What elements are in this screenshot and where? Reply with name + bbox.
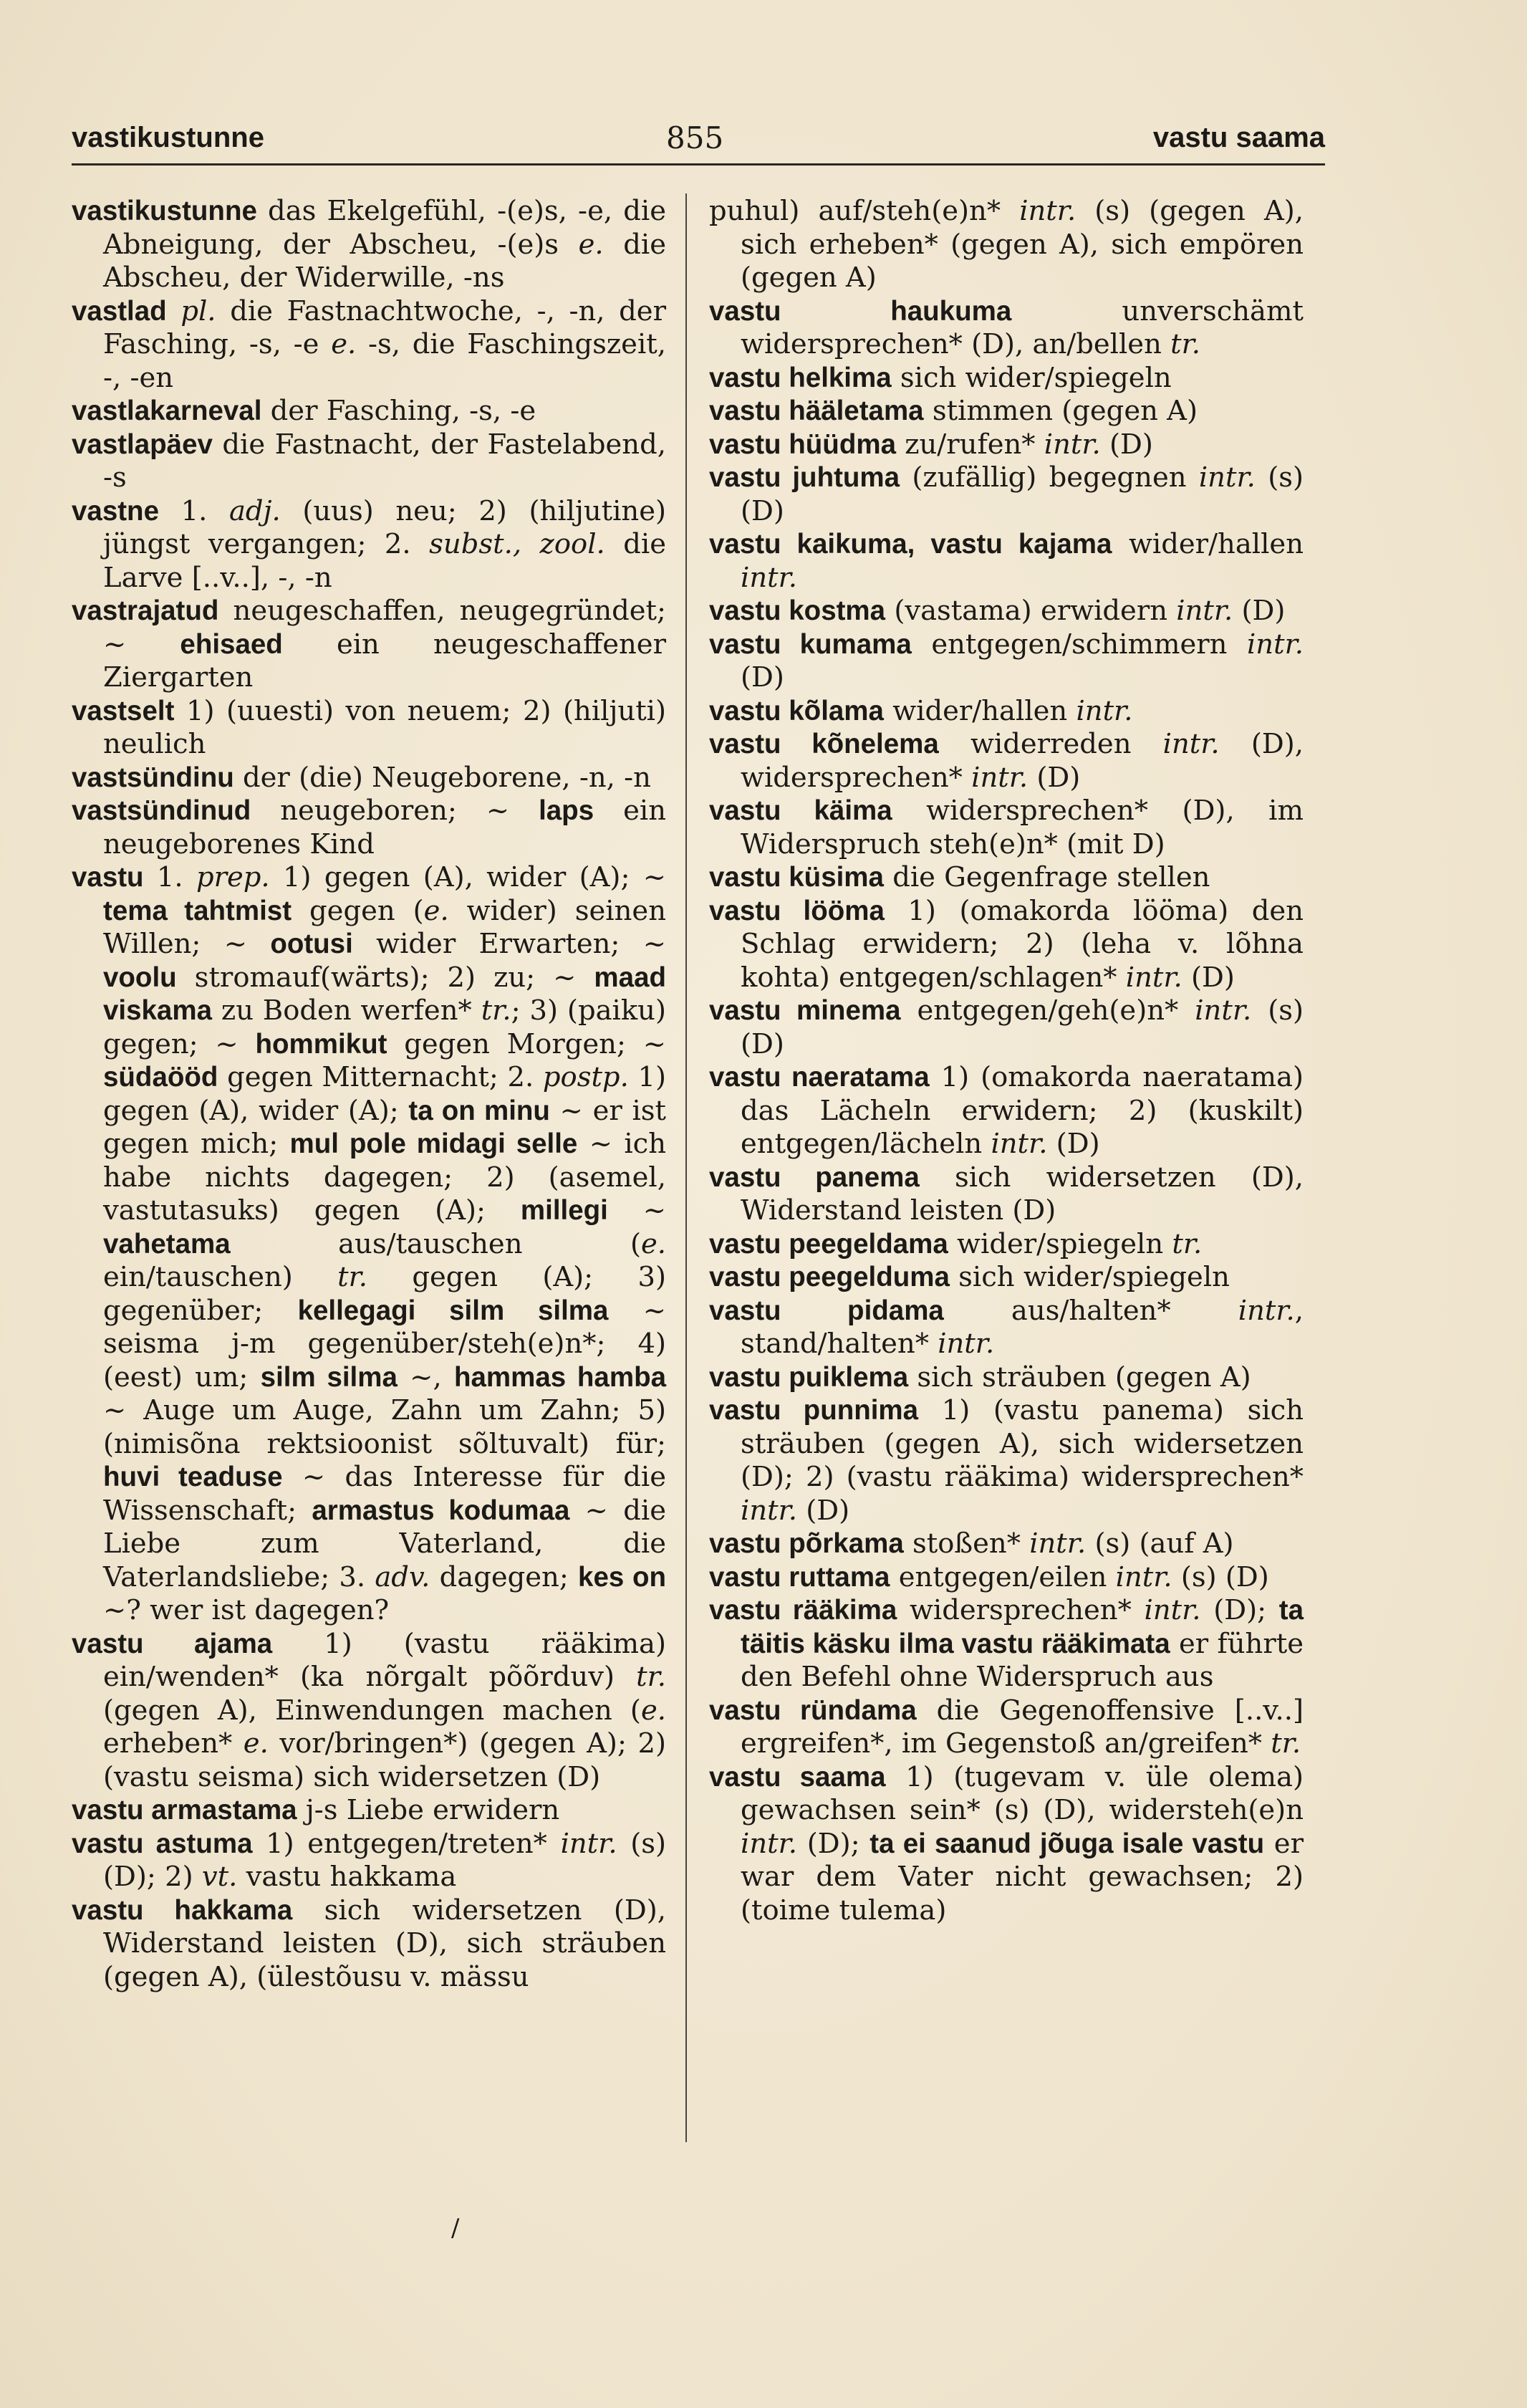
entry-text: stoßen* (903, 1527, 1030, 1560)
grammar-label: intr. (1195, 994, 1252, 1027)
dictionary-entry (709, 1061, 1304, 1161)
headword: vahetama (103, 1228, 231, 1260)
dictionary-entry (72, 1894, 666, 1995)
dictionary-entry (72, 395, 666, 428)
entry-text: (D) (1047, 1128, 1100, 1160)
entry-text: ~ er ist gegen mich; (103, 1094, 666, 1160)
entry-text: ~ seisma j-m gegenüber/steh(e)n*; 4) (eest) um; (103, 1294, 667, 1394)
dictionary-entry (709, 1228, 1304, 1262)
entry-text: aus/halten* (943, 1294, 1238, 1327)
headword: vastu peegeldama (709, 1228, 948, 1260)
headword: vastsündinud (72, 795, 251, 826)
entry-text: (D) (1182, 961, 1235, 994)
headword: hammas hamba (453, 1361, 666, 1393)
entry-text: puhul) auf/steh(e)n* (709, 195, 1020, 227)
entry-text: die Gegenoffensive [..v..] ergreifen*, im Gegenstoß an/greifen* (741, 1694, 1304, 1760)
dictionary-entry (709, 795, 1304, 861)
entry-text: er war dem Vater nicht gewachsen; 2) (toime tulema) (741, 1827, 1304, 1927)
dictionary-entry (72, 495, 666, 595)
grammar-label: intr. (1019, 195, 1076, 227)
entry-text: aus/tauschen ( (230, 1227, 641, 1260)
dictionary-entry (709, 1394, 1304, 1527)
grammar-label: e. (640, 1694, 666, 1727)
footer-mark: / (451, 2214, 460, 2242)
headword: vastu naeratama (709, 1062, 930, 1093)
headword: vastu helkima (709, 362, 892, 393)
grammar-label: adv. (375, 1560, 430, 1593)
entry-text: 1) (vastu panema) sich sträuben (gegen A), sich widersetzen (D); 2) (vastu rääkima) widersprechen* (741, 1394, 1304, 1493)
entry-text: -s, die Faschingszeit, -, -en (103, 328, 666, 394)
entry-text: , stand/halten* (741, 1294, 1304, 1360)
headword: vastlad (72, 295, 167, 327)
dictionary-entry (709, 895, 1304, 995)
dictionary-entry (709, 1761, 1304, 1928)
entry-text: wider) seinen Willen; ~ (103, 894, 666, 960)
headword: vastu ründama (709, 1694, 917, 1726)
grammar-label: e. (640, 1227, 666, 1260)
grammar-label: intr. (1029, 1527, 1087, 1560)
grammar-label: tr. (481, 994, 511, 1027)
entry-text: j-s Liebe erwidern (297, 1794, 560, 1826)
entry-text: 1) (omakorda naeratama) das Lächeln erwidern; 2) (kuskilt) entgegen/lächeln (741, 1061, 1304, 1160)
dictionary-entry (72, 295, 666, 395)
grammar-label: intr. (1076, 694, 1133, 727)
entry-text: erheben* (103, 1727, 244, 1760)
headword: vastu kaikuma, vastu kajama (709, 529, 1112, 560)
headword: millegi (520, 1195, 608, 1226)
headword: vastu (72, 862, 144, 893)
grammar-label: intr. (741, 1827, 797, 1860)
headword: vastu hüüdma (709, 428, 896, 460)
dictionary-entry (709, 628, 1304, 695)
entry-text: 1) (omakorda lööma) den Schlag erwidern; 2) (leha v. lõhna kohta) entgegen/schlagen* (741, 894, 1304, 994)
headword: ehisaed (180, 628, 283, 660)
headword: vastikustunne (72, 196, 257, 226)
entry-text: stromauf(wärts); 2) zu; ~ (176, 961, 594, 994)
headword: vastu punnima (709, 1395, 919, 1426)
entry-text: entgegen/schimmern (911, 628, 1247, 661)
headword: kes on (578, 1561, 666, 1593)
entry-text: ; 3) (paiku) gegen; ~ (103, 994, 667, 1060)
entry-text: die Larve [..v..], -, -n (103, 528, 666, 594)
dictionary-entry (72, 795, 666, 861)
headword: vastu hääletama (709, 395, 924, 426)
headword: vastselt (72, 695, 175, 726)
entry-text: (s) (D); 2) (103, 1827, 666, 1893)
dictionary-entry (709, 595, 1304, 628)
headword: vastu ajama (72, 1628, 273, 1659)
headword: vastlakarneval (72, 395, 262, 426)
headword: laps (539, 795, 594, 826)
headword: vastu rääkima (709, 1595, 897, 1626)
grammar-label: intr. (741, 1494, 797, 1527)
headword: vastu saama (709, 1761, 886, 1793)
entry-text: gegen (A); 3) gegenüber; (103, 1261, 666, 1327)
entry-text: ~ ich habe nichts dagegen; 2) (asemel, vastutasuks) gegen (A); (103, 1128, 666, 1227)
entry-text: widersprechen* (D), im Widerspruch steh(e)n* (mit D) (741, 795, 1304, 860)
headword: armastus kodumaa (312, 1495, 570, 1526)
entry-text: vor/bringen*) (gegen A); 2) (vastu seisma) sich widersetzen (D) (103, 1727, 666, 1793)
entry-text: unverschämt widersprechen* (D), an/bellen (741, 294, 1304, 360)
entry-text: 1) gegen (A), wider (A); ~ (269, 861, 666, 893)
entry-text: ~, (397, 1361, 454, 1394)
headword: vastu põrkama (709, 1528, 904, 1559)
headword: voolu (103, 961, 177, 993)
page-number: 855 (666, 120, 724, 155)
grammar-label: intr. (560, 1827, 617, 1860)
dictionary-entry (72, 861, 666, 1628)
entry-text: das Ekelgefühl, -(e)s, -e, die Abneigung, der Abscheu, -(e)s (103, 195, 666, 261)
grammar-label: e. (578, 228, 604, 261)
entry-text: (s) (auf A) (1086, 1527, 1234, 1560)
grammar-label: e. (243, 1727, 269, 1760)
headword: vastrajatud (72, 595, 219, 626)
entry-text: die Abscheu, der Widerwille, -ns (103, 228, 666, 294)
grammar-label: intr. (1162, 728, 1220, 760)
dictionary-entry (709, 1161, 1304, 1228)
grammar-label: intr. (1044, 428, 1101, 461)
dictionary-entry (72, 1828, 666, 1894)
headword: silm silma (260, 1361, 398, 1393)
entry-text (167, 295, 181, 327)
entry-text: (D); (797, 1827, 870, 1860)
headword: vastu haukuma (709, 295, 1012, 327)
dictionary-entry (709, 1261, 1304, 1295)
grammar-label: intr. (991, 1128, 1048, 1160)
entry-text: gegen Morgen; ~ (387, 1027, 666, 1060)
grammar-label: tr. (1271, 1727, 1301, 1760)
grammar-label: intr. (1198, 461, 1256, 494)
entry-text: 1) entgegen/treten* (252, 1827, 561, 1860)
entry-text: ~ (607, 1194, 667, 1227)
entry-text: wider/hallen (883, 694, 1076, 727)
headword: vastu kostma (709, 595, 886, 626)
entry-text: sich wider/spiegeln (891, 361, 1172, 394)
entry-text: (D) (1100, 428, 1153, 461)
entry-text: dagegen; (430, 1560, 579, 1593)
entry-text: die Fastnacht, der Fastelabend, -s (103, 428, 666, 494)
entry-text: wider/hallen (1112, 528, 1304, 560)
entry-text: ein neugeschaffener Ziergarten (103, 628, 666, 694)
entry-text: neugeschaffen, neugegründet; ~ (103, 595, 666, 661)
grammar-label: intr. (741, 561, 797, 594)
entry-text: (D); (1200, 1594, 1279, 1626)
entry-text: die Gegenfrage stellen (883, 861, 1210, 893)
dictionary-entry (72, 695, 666, 762)
column-divider (685, 193, 687, 2142)
entry-text: (D), widersprechen* (741, 728, 1304, 794)
entry-text: sich widersetzen (D), Widerstand leisten (D) (741, 1161, 1304, 1227)
headword: maad viskama (103, 961, 666, 1026)
entry-text: gegen ( (292, 894, 424, 927)
headword: vastu kõnelema (709, 729, 939, 759)
headword: vastu panema (709, 1161, 920, 1193)
dictionary-entry (709, 362, 1304, 395)
entry-text: wider Erwarten; ~ (352, 928, 666, 960)
dictionary-entry (709, 1594, 1304, 1694)
dictionary-entry (709, 295, 1304, 362)
grammar-label: intr. (1246, 628, 1304, 661)
dictionary-entry (709, 1295, 1304, 1361)
dictionary-entry (709, 1527, 1304, 1561)
grammar-label: adj. (228, 494, 281, 527)
dictionary-entry (709, 861, 1304, 895)
entry-text: (D) (741, 661, 784, 694)
entry-text: (gegen A), Einwendungen machen ( (103, 1694, 641, 1727)
headword: vastu küsima (709, 862, 884, 893)
headword: vastu kumama (709, 628, 912, 660)
entry-text: wider/spiegeln (948, 1227, 1172, 1260)
left-column (72, 195, 666, 1994)
entry-text: sich sträuben (gegen A) (908, 1361, 1251, 1394)
grammar-label: e. (331, 328, 357, 360)
dictionary-entry (709, 1694, 1304, 1761)
grammar-label: intr. (1115, 1560, 1172, 1593)
grammar-label: intr. (1176, 595, 1233, 627)
entry-text: (D) (1028, 761, 1081, 794)
grammar-label: intr. (1144, 1594, 1201, 1626)
grammar-label: pl. (180, 294, 216, 327)
grammar-label: intr. (1125, 961, 1182, 994)
entry-text: ~ das Interesse für die Wissenschaft; (103, 1461, 666, 1527)
grammar-label: intr. (971, 761, 1029, 794)
entry-text: 1) gegen (A), wider (A); (103, 1061, 666, 1127)
grammar-label: vt. (201, 1861, 238, 1893)
entry-text: gegen Mitternacht; 2. (218, 1061, 543, 1093)
grammar-label: intr. (1238, 1294, 1295, 1327)
headword: vastsündinu (72, 762, 234, 793)
header-left-guide-word: vastikustunne (72, 122, 264, 153)
headword: vastu juhtuma (709, 462, 900, 493)
entry-text: entgegen/eilen (890, 1560, 1116, 1593)
headword: tema tahtmist (103, 895, 292, 926)
entry-text: die Fastnachtwoche, -, -n, der Fasching, -s, -e (103, 294, 666, 360)
entry-text: vastu hakkama (237, 1861, 457, 1893)
entry-text: widerreden (938, 728, 1163, 760)
entry-text: neugeboren; ~ (251, 795, 539, 827)
dictionary-entry (709, 1361, 1304, 1395)
dictionary-entry (709, 695, 1304, 729)
dictionary-entry (709, 428, 1304, 462)
dictionary-entry (709, 461, 1304, 528)
dictionary-entry (72, 428, 666, 495)
entry-text: der Fasching, -s, -e (261, 395, 536, 427)
entry-text: 1. (143, 861, 196, 893)
headword: mul pole midagi selle (289, 1128, 578, 1159)
entry-text: 1) (uuesti) von neuem; 2) (hiljuti) neulich (103, 694, 666, 760)
header-rule (72, 163, 1325, 166)
headword: vastu astuma (72, 1828, 253, 1859)
entry-text: er führte den Befehl ohne Widerspruch aus (741, 1627, 1304, 1693)
entry-text: widersprechen* (897, 1594, 1145, 1626)
headword: vastne (72, 495, 159, 527)
entry-text: (D) (1233, 595, 1286, 627)
headword: huvi teaduse (103, 1462, 283, 1492)
headword: vastu pidama (709, 1295, 944, 1326)
dictionary-entry (709, 528, 1304, 595)
entry-text: (D) (797, 1494, 850, 1527)
dictionary-entry (72, 195, 666, 295)
entry-text: (s) (D) (741, 461, 1304, 527)
entry-text: 1) (tugevam v. üle olema) gewachsen sein* (s) (D), widersteh(e)n (741, 1760, 1304, 1826)
headword: vastu käima (709, 795, 892, 826)
headword: ta on minu (408, 1095, 550, 1126)
entry-text: der (die) Neugeborene, -n, -n (233, 761, 651, 794)
grammar-label: intr. (938, 1328, 995, 1360)
entry-text: sich widersetzen (D), Widerstand leisten (D), sich sträuben (gegen A), (ülestõusu v. mässu (103, 1894, 666, 1993)
dictionary-entry (72, 1628, 666, 1795)
entry-text: zu Boden werfen* (212, 994, 481, 1027)
headword: ta ei saanud jõuga isale vastu (870, 1828, 1265, 1859)
entry-text: (s) (gegen A), sich erheben* (gegen A), sich empören (gegen A) (741, 195, 1304, 294)
grammar-label: tr. (1170, 328, 1200, 360)
headword: vastu armastama (72, 1795, 297, 1826)
dictionary-entry (72, 595, 666, 695)
entry-text: (s) (D) (1172, 1560, 1269, 1593)
grammar-label: tr. (337, 1261, 368, 1293)
entry-text: ein neugeborenes Kind (103, 795, 666, 860)
grammar-label: tr. (1172, 1227, 1203, 1260)
headword: südaööd (103, 1062, 218, 1093)
headword: ta täitis käsku ilma vastu rääkimata (741, 1595, 1304, 1659)
entry-text: (vastama) erwidern (885, 595, 1177, 627)
header-right-guide-word: vastu saama (1152, 122, 1325, 153)
entry-text: ~ Auge um Auge, Zahn um Zahn; 5) (nimisõna rektsioonist sõltuvalt) für; (103, 1394, 666, 1460)
headword: vastu minema (709, 995, 901, 1026)
headword: vastlapäev (72, 428, 213, 460)
headword: vastu lööma (709, 895, 885, 926)
dictionary-entry (709, 1561, 1304, 1595)
headword: vastu puiklema (709, 1361, 909, 1393)
entry-text: ~ die Liebe zum Vaterland, die Vaterlandsliebe; 3. (103, 1494, 666, 1593)
right-column (709, 195, 1304, 1927)
entry-text: ~? wer ist dagegen? (103, 1594, 390, 1626)
grammar-label: tr. (636, 1661, 666, 1693)
headword: ootusi (270, 929, 353, 959)
entry-text: sich wider/spiegeln (949, 1261, 1230, 1293)
headword: vastu hakkama (72, 1894, 293, 1926)
dictionary-entry (709, 728, 1304, 795)
headword: vastu peegelduma (709, 1262, 950, 1292)
grammar-label: subst., zool. (429, 528, 605, 560)
entry-text: ein/tauschen) (103, 1261, 338, 1293)
headword: kellegagi silm silma (297, 1295, 609, 1326)
entry-text: (uus) neu; 2) (hiljutine) jüngst vergangen; 2. (103, 494, 667, 560)
headword: vastu ruttama (709, 1561, 890, 1593)
grammar-label: e. (423, 894, 449, 927)
headword: vastu kõlama (709, 695, 884, 726)
dictionary-entry (72, 762, 666, 795)
dictionary-entry (709, 195, 1304, 295)
dictionary-entry (709, 994, 1304, 1061)
entry-text: (zufällig) begegnen (900, 461, 1199, 494)
entry-text: (s) (D) (741, 994, 1304, 1060)
entry-text: 1. (159, 494, 229, 527)
entry-text: stimmen (gegen A) (923, 395, 1198, 427)
dictionary-entry (72, 1794, 666, 1828)
entry-text: zu/rufen* (895, 428, 1044, 461)
entry-text: entgegen/geh(e)n* (900, 994, 1195, 1027)
headword: hommikut (255, 1028, 387, 1060)
dictionary-entry (709, 395, 1304, 428)
grammar-label: prep. (196, 861, 270, 893)
entry-text: 1) (vastu rääkima) ein/wenden* (ka nõrgalt põõrduv) (103, 1627, 667, 1693)
grammar-label: postp. (542, 1061, 629, 1093)
